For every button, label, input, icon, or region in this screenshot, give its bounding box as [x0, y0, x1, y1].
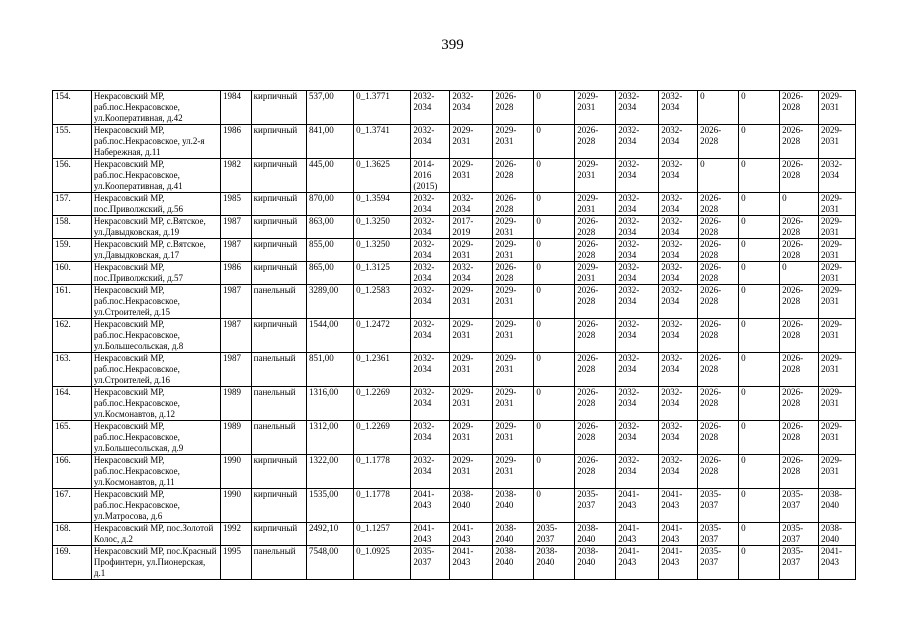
cell-material: кирпичный [251, 523, 306, 546]
cell-period-4: 2035-2037 [534, 523, 575, 546]
cell-area: 863,00 [306, 216, 353, 239]
cell-period-10: 2026-2028 [780, 319, 819, 353]
cell-period-11: 2038-2040 [819, 523, 856, 546]
cell-period-6: 2032-2034 [616, 387, 659, 421]
cell-row-number: 168. [53, 523, 92, 546]
cell-year: 1987 [220, 353, 251, 387]
table-row [53, 239, 856, 262]
cell-period-11: 2029-2031 [819, 455, 856, 489]
cell-period-1: 2032-2034 [411, 455, 450, 489]
cell-address: Некрасовский МР, раб.пос.Некрасовское, ул.Большесольская, д.8 [91, 319, 220, 353]
cell-period-5: 2026-2028 [575, 239, 616, 262]
cell-period-4: 0 [534, 353, 575, 387]
cell-period-6: 2032-2034 [616, 216, 659, 239]
table-row [53, 262, 856, 285]
cell-address: Некрасовский МР, раб.пос.Некрасовское, ул.Большесольская, д.9 [91, 421, 220, 455]
cell-material: кирпичный [251, 489, 306, 523]
cell-period-10: 2026-2028 [780, 159, 819, 193]
cell-period-7: 2041-2043 [659, 523, 698, 546]
cell-period-2: 2041-2043 [450, 523, 493, 546]
cell-year: 1990 [220, 455, 251, 489]
cell-period-8: 2026-2028 [698, 239, 739, 262]
cell-row-number: 167. [53, 489, 92, 523]
cell-period-7: 2032-2034 [659, 216, 698, 239]
cell-period-5: 2038-2040 [575, 523, 616, 546]
cell-address: Некрасовский МР, раб.пос.Некрасовское, ул.Строителей, д.15 [91, 285, 220, 319]
cell-period-5: 2026-2028 [575, 285, 616, 319]
cell-period-4: 0 [534, 193, 575, 216]
cell-year: 1986 [220, 125, 251, 159]
cell-area: 3289,00 [306, 285, 353, 319]
table-row [53, 489, 856, 523]
cell-address: Некрасовский МР, пос.Приволжский, д.57 [91, 262, 220, 285]
cell-period-7: 2032-2034 [659, 91, 698, 125]
cell-address: Некрасовский МР, раб.пос.Некрасовское, ул.Строителей, д.16 [91, 353, 220, 387]
table-row [53, 546, 856, 580]
cell-period-6: 2032-2034 [616, 262, 659, 285]
cell-material: кирпичный [251, 239, 306, 262]
cell-period-4: 0 [534, 262, 575, 285]
page-number: 399 [441, 37, 464, 53]
cell-period-10: 0 [780, 262, 819, 285]
cell-period-5: 2026-2028 [575, 387, 616, 421]
cell-period-10: 2026-2028 [780, 91, 819, 125]
cell-index: 0_1.3741 [354, 125, 411, 159]
cell-year: 1990 [220, 489, 251, 523]
cell-period-2: 2029-2031 [450, 421, 493, 455]
cell-period-10: 2026-2028 [780, 353, 819, 387]
cell-period-1: 2032-2034 [411, 239, 450, 262]
cell-period-5: 2029-2031 [575, 159, 616, 193]
cell-period-11: 2029-2031 [819, 262, 856, 285]
cell-row-number: 161. [53, 285, 92, 319]
cell-period-11: 2029-2031 [819, 285, 856, 319]
cell-period-1: 2041-2043 [411, 489, 450, 523]
cell-index: 0_1.0925 [354, 546, 411, 580]
cell-period-3: 2038-2040 [493, 546, 534, 580]
cell-period-2: 2038-2040 [450, 489, 493, 523]
cell-period-2: 2029-2031 [450, 353, 493, 387]
cell-period-6: 2041-2043 [616, 546, 659, 580]
cell-period-1: 2041-2043 [411, 523, 450, 546]
cell-period-9: 0 [739, 193, 780, 216]
cell-material: кирпичный [251, 91, 306, 125]
cell-material: панельный [251, 421, 306, 455]
cell-period-7: 2032-2034 [659, 353, 698, 387]
cell-period-4: 0 [534, 387, 575, 421]
cell-period-3: 2038-2040 [493, 523, 534, 546]
cell-period-10: 2035-2037 [780, 546, 819, 580]
cell-period-2: 2032-2034 [450, 193, 493, 216]
cell-period-9: 0 [739, 91, 780, 125]
cell-material: панельный [251, 387, 306, 421]
cell-area: 851,00 [306, 353, 353, 387]
cell-area: 1322,00 [306, 455, 353, 489]
cell-period-8: 2026-2028 [698, 285, 739, 319]
cell-period-9: 0 [739, 421, 780, 455]
cell-period-4: 0 [534, 421, 575, 455]
cell-material: кирпичный [251, 319, 306, 353]
cell-period-6: 2032-2034 [616, 125, 659, 159]
cell-material: панельный [251, 285, 306, 319]
cell-row-number: 155. [53, 125, 92, 159]
housing-register-table [52, 90, 856, 580]
cell-area: 1544,00 [306, 319, 353, 353]
cell-period-6: 2032-2034 [616, 239, 659, 262]
cell-material: кирпичный [251, 216, 306, 239]
cell-period-8: 2026-2028 [698, 319, 739, 353]
cell-row-number: 163. [53, 353, 92, 387]
table-row [53, 387, 856, 421]
cell-period-8: 2026-2028 [698, 193, 739, 216]
cell-period-11: 2029-2031 [819, 216, 856, 239]
cell-index: 0_1.1778 [354, 489, 411, 523]
cell-period-8: 2026-2028 [698, 125, 739, 159]
cell-period-11: 2041-2043 [819, 546, 856, 580]
cell-period-1: 2032-2034 [411, 193, 450, 216]
cell-area: 865,00 [306, 262, 353, 285]
table-row [53, 285, 856, 319]
cell-index: 0_1.3594 [354, 193, 411, 216]
cell-row-number: 156. [53, 159, 92, 193]
cell-period-11: 2029-2031 [819, 125, 856, 159]
cell-period-4: 0 [534, 285, 575, 319]
cell-period-1: 2032-2034 [411, 353, 450, 387]
cell-period-5: 2026-2028 [575, 125, 616, 159]
cell-year: 1982 [220, 159, 251, 193]
cell-period-6: 2032-2034 [616, 193, 659, 216]
cell-period-6: 2032-2034 [616, 91, 659, 125]
cell-period-2: 2029-2031 [450, 319, 493, 353]
cell-period-9: 0 [739, 319, 780, 353]
cell-period-6: 2041-2043 [616, 489, 659, 523]
cell-period-2: 2017-2019 [450, 216, 493, 239]
cell-period-1: 2032-2034 [411, 262, 450, 285]
cell-period-3: 2029-2031 [493, 216, 534, 239]
cell-material: кирпичный [251, 125, 306, 159]
table-row [53, 353, 856, 387]
table-row [53, 421, 856, 455]
cell-period-7: 2032-2034 [659, 262, 698, 285]
cell-period-11: 2029-2031 [819, 353, 856, 387]
cell-period-2: 2029-2031 [450, 159, 493, 193]
cell-index: 0_1.1257 [354, 523, 411, 546]
cell-address: Некрасовский МР, пос.Приволжский, д.56 [91, 193, 220, 216]
cell-period-1: 2032-2034 [411, 285, 450, 319]
cell-period-6: 2041-2043 [616, 523, 659, 546]
table-row [53, 216, 856, 239]
cell-year: 1989 [220, 421, 251, 455]
cell-material: кирпичный [251, 262, 306, 285]
cell-period-2: 2029-2031 [450, 239, 493, 262]
cell-period-9: 0 [739, 239, 780, 262]
cell-index: 0_1.2361 [354, 353, 411, 387]
cell-period-5: 2026-2028 [575, 455, 616, 489]
cell-period-6: 2032-2034 [616, 421, 659, 455]
cell-address: Некрасовский МР, раб.пос.Некрасовское, ул.Космонавтов, д.12 [91, 387, 220, 421]
cell-period-10: 2026-2028 [780, 387, 819, 421]
cell-row-number: 165. [53, 421, 92, 455]
cell-period-5: 2035-2037 [575, 489, 616, 523]
cell-area: 445,00 [306, 159, 353, 193]
cell-area: 841,00 [306, 125, 353, 159]
cell-area: 7548,00 [306, 546, 353, 580]
cell-period-8: 0 [698, 91, 739, 125]
cell-period-8: 2035-2037 [698, 523, 739, 546]
cell-period-6: 2032-2034 [616, 353, 659, 387]
cell-period-9: 0 [739, 125, 780, 159]
cell-period-1: 2035-2037 [411, 546, 450, 580]
cell-year: 1989 [220, 387, 251, 421]
cell-period-5: 2029-2031 [575, 193, 616, 216]
cell-row-number: 166. [53, 455, 92, 489]
cell-period-7: 2032-2034 [659, 421, 698, 455]
cell-period-7: 2032-2034 [659, 159, 698, 193]
table-row [53, 455, 856, 489]
cell-period-3: 2026-2028 [493, 159, 534, 193]
cell-period-8: 2026-2028 [698, 387, 739, 421]
cell-period-11: 2029-2031 [819, 319, 856, 353]
cell-period-3: 2026-2028 [493, 262, 534, 285]
cell-period-4: 0 [534, 216, 575, 239]
cell-year: 1995 [220, 546, 251, 580]
table-row [53, 319, 856, 353]
cell-period-1: 2032-2034 [411, 125, 450, 159]
cell-period-1: 2032-2034 [411, 319, 450, 353]
cell-period-11: 2029-2031 [819, 387, 856, 421]
table-row [53, 193, 856, 216]
cell-period-11: 2029-2031 [819, 239, 856, 262]
cell-index: 0_1.3125 [354, 262, 411, 285]
cell-period-7: 2032-2034 [659, 125, 698, 159]
cell-row-number: 169. [53, 546, 92, 580]
cell-period-8: 0 [698, 159, 739, 193]
cell-row-number: 160. [53, 262, 92, 285]
cell-material: кирпичный [251, 193, 306, 216]
cell-period-7: 2032-2034 [659, 319, 698, 353]
cell-row-number: 154. [53, 91, 92, 125]
cell-period-11: 2029-2031 [819, 421, 856, 455]
cell-material: кирпичный [251, 159, 306, 193]
cell-index: 0_1.2269 [354, 421, 411, 455]
cell-period-11: 2038-2040 [819, 489, 856, 523]
cell-material: кирпичный [251, 455, 306, 489]
cell-address: Некрасовский МР, раб.пос.Некрасовское, ул.Кооперативная, д.42 [91, 91, 220, 125]
cell-period-3: 2029-2031 [493, 319, 534, 353]
cell-period-10: 2026-2028 [780, 239, 819, 262]
cell-period-5: 2026-2028 [575, 353, 616, 387]
cell-area: 855,00 [306, 239, 353, 262]
cell-period-10: 2026-2028 [780, 285, 819, 319]
cell-area: 537,00 [306, 91, 353, 125]
cell-row-number: 159. [53, 239, 92, 262]
cell-period-3: 2026-2028 [493, 91, 534, 125]
cell-period-8: 2035-2037 [698, 489, 739, 523]
cell-period-11: 2032-2034 [819, 159, 856, 193]
cell-address: Некрасовский МР, пос.Золотой Колос, д.2 [91, 523, 220, 546]
cell-period-2: 2029-2031 [450, 455, 493, 489]
cell-address: Некрасовский МР, пос.Красный Профинтерн, ул.Пионерская, д.1 [91, 546, 220, 580]
cell-period-5: 2026-2028 [575, 421, 616, 455]
cell-period-9: 0 [739, 546, 780, 580]
cell-period-9: 0 [739, 159, 780, 193]
cell-period-4: 0 [534, 91, 575, 125]
cell-period-10: 2026-2028 [780, 421, 819, 455]
cell-period-4: 0 [534, 489, 575, 523]
cell-index: 0_1.3625 [354, 159, 411, 193]
cell-area: 1316,00 [306, 387, 353, 421]
cell-row-number: 157. [53, 193, 92, 216]
table-row [53, 91, 856, 125]
table-row [53, 125, 856, 159]
cell-period-9: 0 [739, 523, 780, 546]
cell-period-7: 2032-2034 [659, 455, 698, 489]
cell-period-7: 2041-2043 [659, 546, 698, 580]
cell-period-4: 2038-2040 [534, 546, 575, 580]
cell-period-6: 2032-2034 [616, 285, 659, 319]
cell-index: 0_1.3250 [354, 216, 411, 239]
cell-period-2: 2029-2031 [450, 285, 493, 319]
cell-row-number: 158. [53, 216, 92, 239]
cell-period-10: 2026-2028 [780, 455, 819, 489]
cell-period-7: 2032-2034 [659, 239, 698, 262]
cell-period-2: 2029-2031 [450, 387, 493, 421]
cell-period-4: 0 [534, 239, 575, 262]
table-row [53, 523, 856, 546]
cell-area: 1312,00 [306, 421, 353, 455]
cell-period-10: 2026-2028 [780, 216, 819, 239]
cell-year: 1987 [220, 319, 251, 353]
cell-year: 1987 [220, 239, 251, 262]
cell-period-8: 2026-2028 [698, 353, 739, 387]
cell-period-10: 2035-2037 [780, 489, 819, 523]
cell-period-6: 2032-2034 [616, 159, 659, 193]
cell-period-5: 2038-2040 [575, 546, 616, 580]
cell-period-7: 2032-2034 [659, 193, 698, 216]
cell-period-1: 2032-2034 [411, 91, 450, 125]
cell-period-4: 0 [534, 455, 575, 489]
cell-period-10: 2035-2037 [780, 523, 819, 546]
cell-period-8: 2035-2037 [698, 546, 739, 580]
cell-row-number: 162. [53, 319, 92, 353]
cell-period-8: 2026-2028 [698, 262, 739, 285]
cell-period-3: 2029-2031 [493, 239, 534, 262]
cell-period-7: 2032-2034 [659, 387, 698, 421]
cell-year: 1992 [220, 523, 251, 546]
cell-year: 1985 [220, 193, 251, 216]
cell-period-3: 2029-2031 [493, 125, 534, 159]
cell-year: 1984 [220, 91, 251, 125]
cell-index: 0_1.1778 [354, 455, 411, 489]
cell-period-7: 2041-2043 [659, 489, 698, 523]
cell-address: Некрасовский МР, раб.пос.Некрасовское, ул.Матросова, д.6 [91, 489, 220, 523]
cell-address: Некрасовский МР, раб.пос.Некрасовское, ул.Кооперативная, д.41 [91, 159, 220, 193]
cell-period-8: 2026-2028 [698, 421, 739, 455]
table-body [53, 91, 856, 580]
cell-period-6: 2032-2034 [616, 319, 659, 353]
cell-period-6: 2032-2034 [616, 455, 659, 489]
cell-address: Некрасовский МР, раб.пос.Некрасовское, ул.Космонавтов, д.11 [91, 455, 220, 489]
cell-period-5: 2026-2028 [575, 216, 616, 239]
cell-period-4: 0 [534, 125, 575, 159]
cell-period-3: 2029-2031 [493, 353, 534, 387]
cell-year: 1986 [220, 262, 251, 285]
cell-period-1: 2032-2034 [411, 421, 450, 455]
cell-period-9: 0 [739, 455, 780, 489]
cell-period-3: 2026-2028 [493, 193, 534, 216]
cell-address: Некрасовский МР, с.Вятское, ул.Давыдковская, д.19 [91, 216, 220, 239]
cell-period-3: 2029-2031 [493, 387, 534, 421]
cell-period-9: 0 [739, 489, 780, 523]
cell-area: 1535,00 [306, 489, 353, 523]
cell-index: 0_1.2472 [354, 319, 411, 353]
cell-period-2: 2041-2043 [450, 546, 493, 580]
cell-period-8: 2026-2028 [698, 455, 739, 489]
cell-period-1: 2032-2034 [411, 387, 450, 421]
cell-period-9: 0 [739, 353, 780, 387]
cell-address: Некрасовский МР, раб.пос.Некрасовское, ул.2-я Набережная, д.11 [91, 125, 220, 159]
cell-period-9: 0 [739, 262, 780, 285]
cell-period-7: 2032-2034 [659, 285, 698, 319]
cell-year: 1987 [220, 216, 251, 239]
cell-period-3: 2029-2031 [493, 285, 534, 319]
cell-address: Некрасовский МР, с.Вятское, ул.Давыдковская, д.17 [91, 239, 220, 262]
cell-period-3: 2029-2031 [493, 421, 534, 455]
cell-period-9: 0 [739, 387, 780, 421]
cell-area: 2492,10 [306, 523, 353, 546]
cell-period-3: 2038-2040 [493, 489, 534, 523]
cell-index: 0_1.3250 [354, 239, 411, 262]
cell-period-11: 2029-2031 [819, 193, 856, 216]
table-row [53, 159, 856, 193]
cell-period-4: 0 [534, 319, 575, 353]
cell-period-9: 0 [739, 285, 780, 319]
cell-period-5: 2029-2031 [575, 91, 616, 125]
cell-period-3: 2029-2031 [493, 455, 534, 489]
cell-index: 0_1.3771 [354, 91, 411, 125]
cell-period-2: 2032-2034 [450, 91, 493, 125]
cell-material: панельный [251, 353, 306, 387]
cell-row-number: 164. [53, 387, 92, 421]
cell-period-1: 2014-2016 (2015) [411, 159, 450, 193]
cell-area: 870,00 [306, 193, 353, 216]
cell-period-4: 0 [534, 159, 575, 193]
cell-period-1: 2032-2034 [411, 216, 450, 239]
cell-period-11: 2029-2031 [819, 91, 856, 125]
cell-material: панельный [251, 546, 306, 580]
cell-period-5: 2029-2031 [575, 262, 616, 285]
cell-year: 1987 [220, 285, 251, 319]
cell-index: 0_1.2583 [354, 285, 411, 319]
cell-index: 0_1.2269 [354, 387, 411, 421]
cell-period-2: 2032-2034 [450, 262, 493, 285]
cell-period-5: 2026-2028 [575, 319, 616, 353]
cell-period-2: 2029-2031 [450, 125, 493, 159]
cell-period-9: 0 [739, 216, 780, 239]
cell-period-8: 2026-2028 [698, 216, 739, 239]
cell-period-10: 0 [780, 193, 819, 216]
cell-period-10: 2026-2028 [780, 125, 819, 159]
